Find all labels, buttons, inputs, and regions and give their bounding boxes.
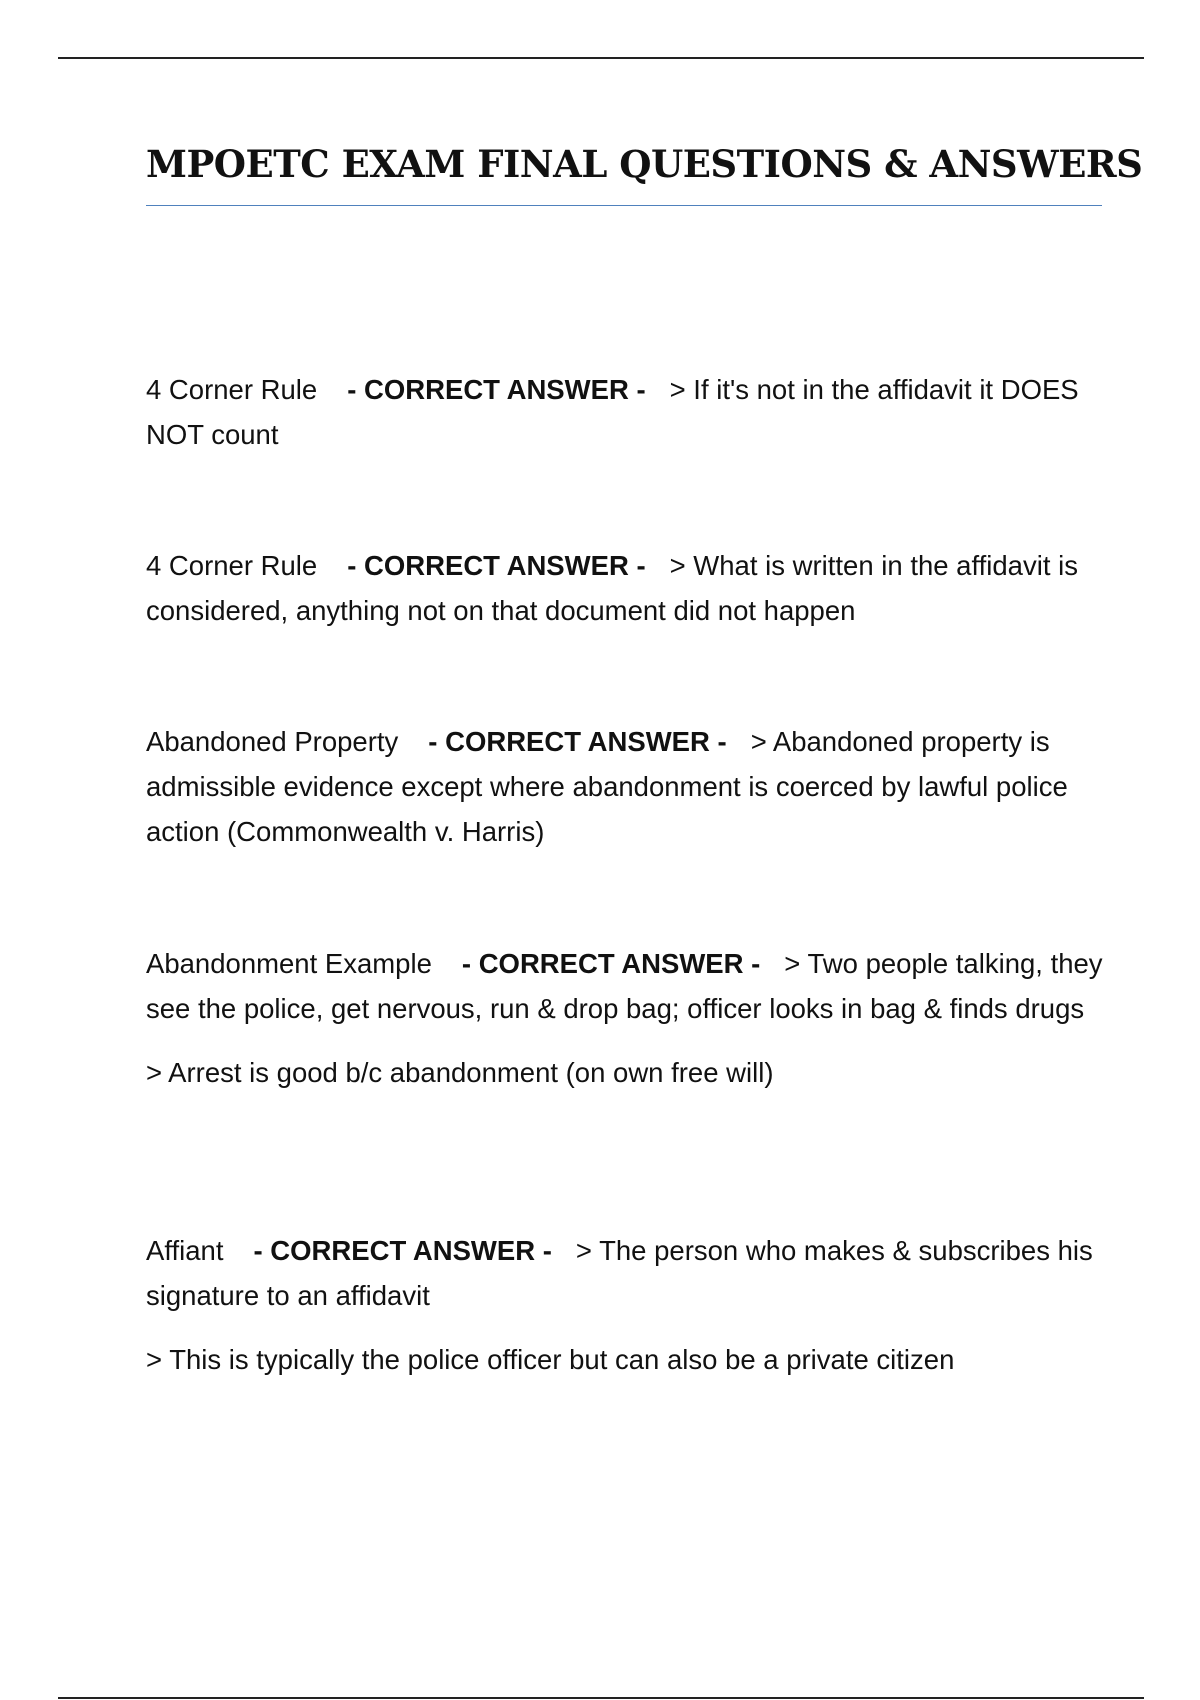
correct-answer-marker: - CORRECT ANSWER - bbox=[347, 550, 646, 581]
qa-entry bbox=[146, 543, 1106, 633]
qa-entry bbox=[146, 367, 1106, 457]
qa-term: Affiant bbox=[146, 1235, 224, 1266]
title-underline bbox=[146, 205, 1102, 206]
qa-paragraph bbox=[146, 367, 1106, 457]
qa-followup: > This is typically the police officer but can also be a private citizen bbox=[146, 1344, 955, 1375]
document-title: MPOETC EXAM FINAL QUESTIONS & ANSWERS bbox=[146, 142, 1143, 186]
qa-entry bbox=[146, 719, 1106, 854]
qa-paragraph bbox=[146, 719, 1106, 854]
qa-paragraph bbox=[146, 543, 1106, 633]
correct-answer-marker: - CORRECT ANSWER - bbox=[347, 374, 646, 405]
qa-answer: > What is written in the affidavit is considered, anything not on that document did not happen bbox=[146, 550, 1078, 626]
qa-paragraph bbox=[146, 941, 1106, 1031]
qa-term: Abandonment Example bbox=[146, 948, 432, 979]
qa-term: Abandoned Property bbox=[146, 726, 399, 757]
qa-followup: > Arrest is good b/c abandonment (on own free will) bbox=[146, 1057, 774, 1088]
qa-answer: > Two people talking, they see the police, get nervous, run & drop bag; officer looks in bag & finds drugs bbox=[146, 948, 1103, 1024]
qa-answer: > If it's not in the affidavit it DOES NOT count bbox=[146, 374, 1079, 450]
qa-term: 4 Corner Rule bbox=[146, 374, 318, 405]
qa-answer: > Abandoned property is admissible evidence except where abandonment is coerced by lawful police action (Commonwealth v. Harris) bbox=[146, 726, 1068, 847]
qa-entry bbox=[146, 941, 1106, 1095]
correct-answer-marker: - CORRECT ANSWER - bbox=[253, 1235, 552, 1266]
page-bottom-rule bbox=[58, 1697, 1144, 1699]
correct-answer-marker: - CORRECT ANSWER - bbox=[428, 726, 727, 757]
page-top-rule bbox=[58, 57, 1144, 59]
qa-entry bbox=[146, 1228, 1106, 1382]
correct-answer-marker: - CORRECT ANSWER - bbox=[461, 948, 761, 979]
qa-paragraph bbox=[146, 1228, 1106, 1318]
qa-answer: > The person who makes & subscribes his signature to an affidavit bbox=[146, 1235, 1093, 1311]
qa-term: 4 Corner Rule bbox=[146, 550, 318, 581]
